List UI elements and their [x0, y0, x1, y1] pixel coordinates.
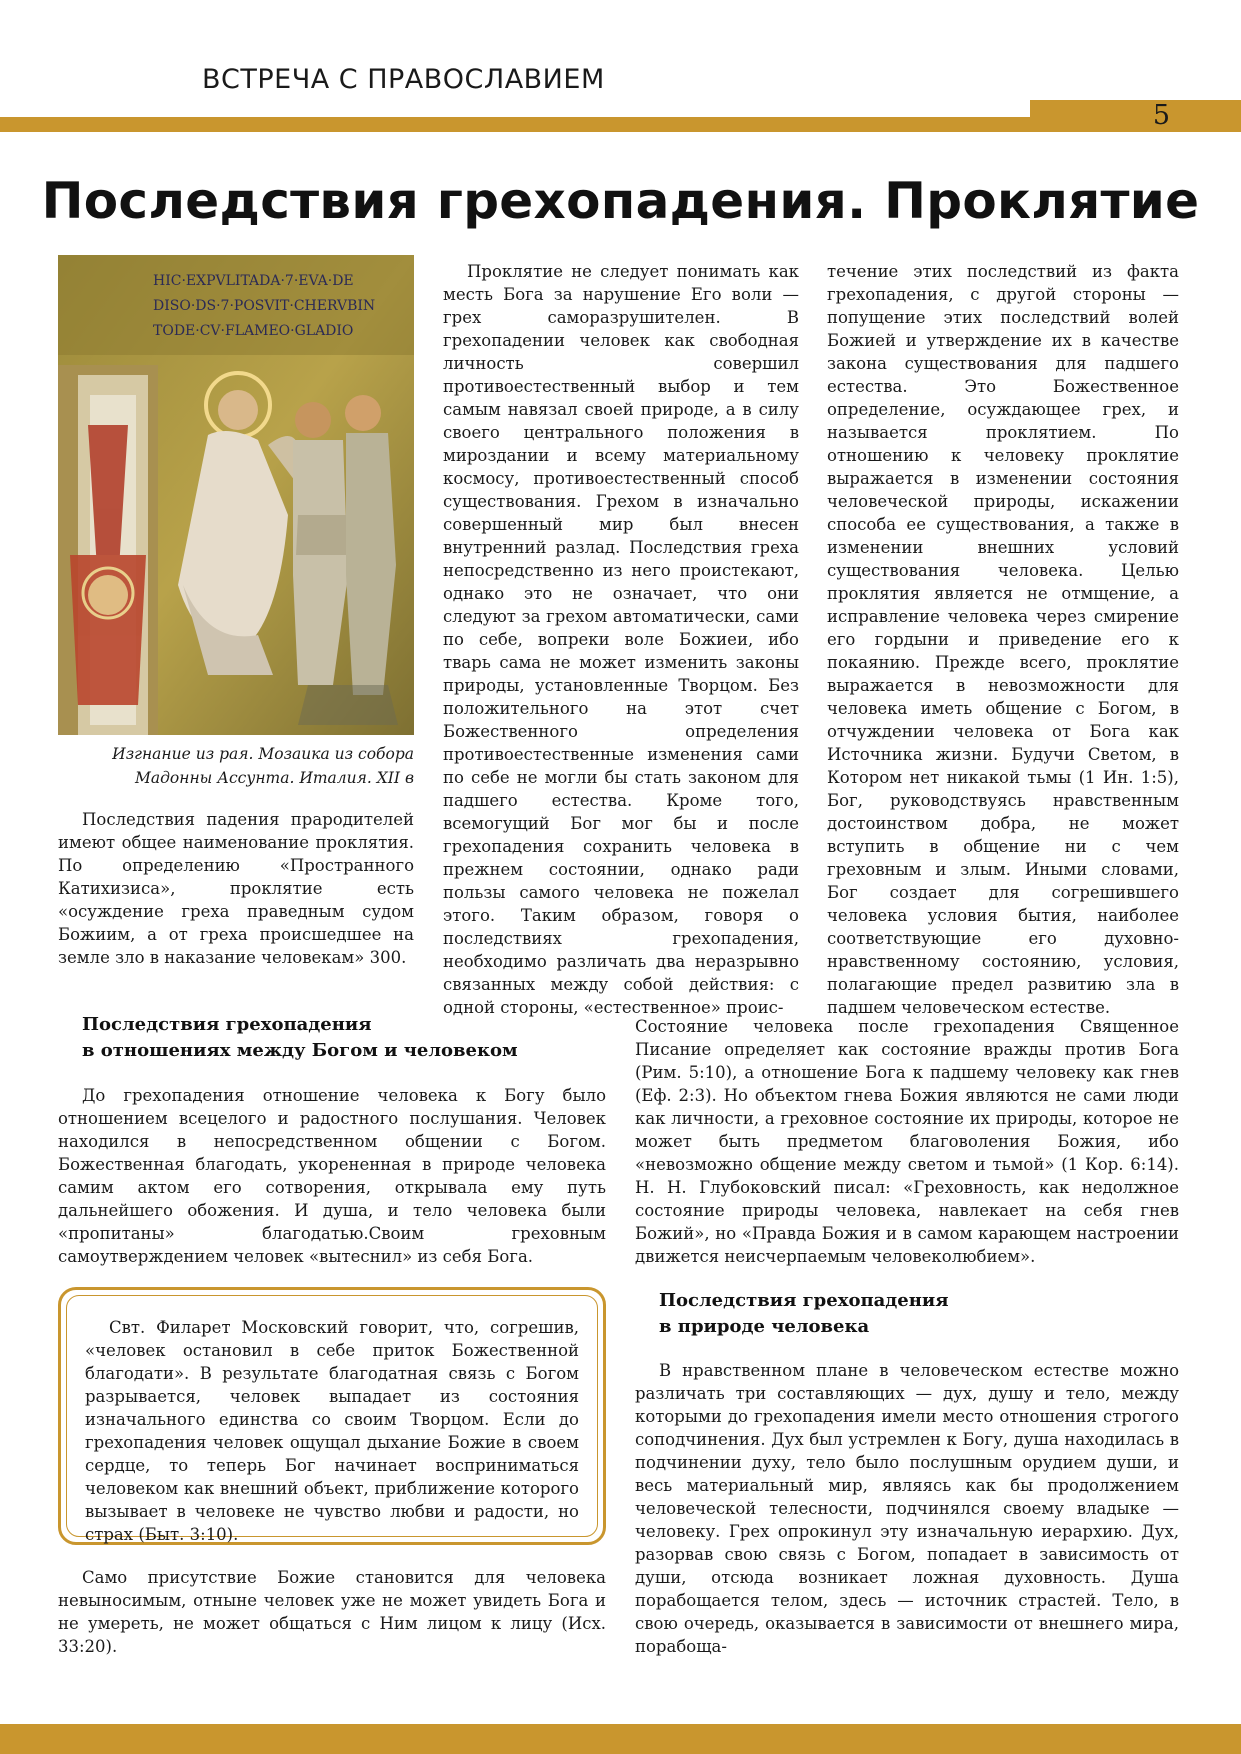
section1-paragraph: [58, 1084, 606, 1268]
heading-line: в природе человека: [659, 1316, 870, 1337]
mosaic-image: [58, 255, 414, 735]
section-heading-relations: [82, 1012, 518, 1064]
section-heading-nature: [659, 1288, 949, 1340]
footer-band: [0, 1724, 1241, 1754]
heading-line: Последствия грехопадения: [82, 1014, 372, 1035]
paragraph: Последствия падения прародителей имеют общее наименование проклятия. По определению «Пространного Катихизиса», проклятие есть «осуждение греха праведным судом Божиим, а от греха происшедшее на земле зло в наказание человекам» 300.: [58, 810, 414, 967]
section2-paragraph: [635, 1359, 1179, 1658]
image-caption: [58, 742, 414, 790]
caption-line: Мадонны Ассунта. Италия. XII в: [135, 769, 414, 787]
quote-text: [85, 1316, 579, 1546]
header-band: [0, 117, 1032, 132]
mosaic-inscription-line2: DISO·DS·7·POSVIT·CHERVBIN: [153, 298, 376, 314]
mosaic-inscription-line1: HIC·EXPVLITADA·7·EVA·DE: [153, 273, 354, 289]
column-3-text: [827, 260, 1179, 1019]
quote-box: [58, 1287, 606, 1545]
paragraph: Само присутствие Божие становится для человека невыносимым, отныне человек уже не может увидеть Бога и не умереть, не может общаться с Ним лицом к лицу (Исх. 33:20).: [58, 1568, 606, 1656]
heading-line: в отношениях между Богом и человеком: [82, 1040, 518, 1061]
article-title: Последствия грехопадения. Проклятие: [41, 172, 1200, 230]
right-column-paragraph: [635, 1015, 1179, 1268]
header-title: ВСТРЕЧА С ПРАВОСЛАВИЕМ: [202, 64, 605, 95]
page-number: 5: [1152, 100, 1170, 131]
section1-paragraph-2: [58, 1566, 606, 1658]
paragraph: Проклятие не следует понимать как месть Бога за нарушение Его воли — грех саморазрушителен. В грехопадении человек как свободная личность совершил противоестественный выбор и тем самым навязал своей природе, а в силу своего центрального положения в мироздании и всему материальному космосу, противоестественный способ существования. Грехом в изначально совершенный мир был внесен внутренний разлад. Последствия греха непосредственно из него проистекают, однако это не означает, что они следуют за грехом автоматически, сами по себе, вопреки воле Божиеи, ибо тварь сама не может изменить законы природы, установленные Творцом. Без положительного на этот счет Божественного определения противоестественные изменения сами по себе не могли бы стать законом для падшего естества. Кроме того, всемогущий Бог мог бы и после грехопадения сохранить человека в прежнем состоянии, однако ради пользы самого человека не пожелал этого. Таким образом, говоря о последствиях грехопадения, необходимо различать два неразрывно связанных между собой действия: с одной стороны, «естественное» проис-: [443, 262, 799, 1017]
quote-paragraph: Свт. Филарет Московский говорит, что, согрешив, «человек остановил в себе приток Божественной благодати». В результате благодатная связь с Богом разрывается, человек выпадает из состояния изначального единства со своим Творцом. Если до грехопадения человек ощущал дыхание Божие в своем сердце, то теперь Бог начинает восприниматься человеком как внешний объект, приближение которого вызывает в человеке не чувство любви и радости, но страх (Быт. 3:10).: [85, 1318, 579, 1544]
column-2-text: [443, 260, 799, 1019]
paragraph: До грехопадения отношение человека к Богу было отношением всецелого и радостного послушания. Человек находился в непосредственном общении с Богом. Божественная благодать, укорененная в природе человека самим актом его сотворения, открывала ему путь дальнейшего обожения. И душа, и тело человека были «пропитаны» благодатью.Своим греховным самоутверждением человек «вытеснил» из себя Бога.: [58, 1086, 606, 1266]
heading-line: Последствия грехопадения: [659, 1290, 949, 1311]
paragraph: В нравственном плане в человеческом естестве можно различать три составляющих — дух, душу и тело, между которыми до грехопадения имели место отношения строгого соподчинения. Дух был устремлен к Богу, душа находилась в подчинении духу, тело было послушным орудием души, и весь материальный мир, являясь как бы продолжением человеческой телесности, подчинялся своему владыке — человеку. Грех опрокинул эту изначальную иерархию. Дух, разорвав свою связь с Богом, попадает в зависимость от души, отсюда возникает ложная духовность. Душа порабощается телом, здесь — источник страстей. Тело, в свою очередь, оказывается в зависимости от внешнего мира, порабоща-: [635, 1361, 1179, 1656]
paragraph: течение этих последствий из факта грехопадения, с другой стороны — попущение этих последствий волей Божией и утверждение их в качестве закона существования для падшего естества. Это Божественное определение, осуждающее грех, и называется проклятием. По отношению к человеку проклятие выражается в изменении состояния человеческой природы, искажении способа ее существования, а также в изменении внешних условий существования человека. Целью проклятия является не отмщение, а исправление человека через смирение его гордыни и приведение его к покаянию. Прежде всего, проклятие выражается в невозможности для человека иметь общение с Богом, в отчуждении человека от Бога как Источника жизни. Будучи Светом, в Котором нет никакой тьмы (1 Ин. 1:5), Бог, руководствуясь нравственным достоинством добра, не может вступить в общение ни с чем греховным и злым. Иными словами, Бог создает для согрешившего человека условия бытия, наиболее соответствующие его духовно-нравственному состоянию, условия, полагающие предел развитию зла в падшем человеческом естестве.: [827, 262, 1179, 1017]
column-1-text: [58, 808, 414, 969]
paragraph: Состояние человека после грехопадения Священное Писание определяет как состояние вражды против Бога (Рим. 5:10), а отношение Бога к падшему человеку как гнев (Еф. 2:3). Но объектом гнева Божия являются не сами люди как личности, а греховное состояние их природы, которое не может быть предметом благоволения Божия, ибо «невозможно общение между светом и тьмой» (1 Кор. 6:14). Н. Н. Глубоковский писал: «Греховность, как недолжное состояние природы человека, навлекает на себя гнев Божий», но «Правда Божия и в самом карающем настроении движется неисчерпаемым человеколюбием».: [635, 1017, 1179, 1266]
caption-line: Изгнание из рая. Мозаика из собора: [112, 745, 414, 763]
mosaic-inscription-line3: TODE·CV·FLAMEO·GLADIO: [153, 323, 354, 339]
